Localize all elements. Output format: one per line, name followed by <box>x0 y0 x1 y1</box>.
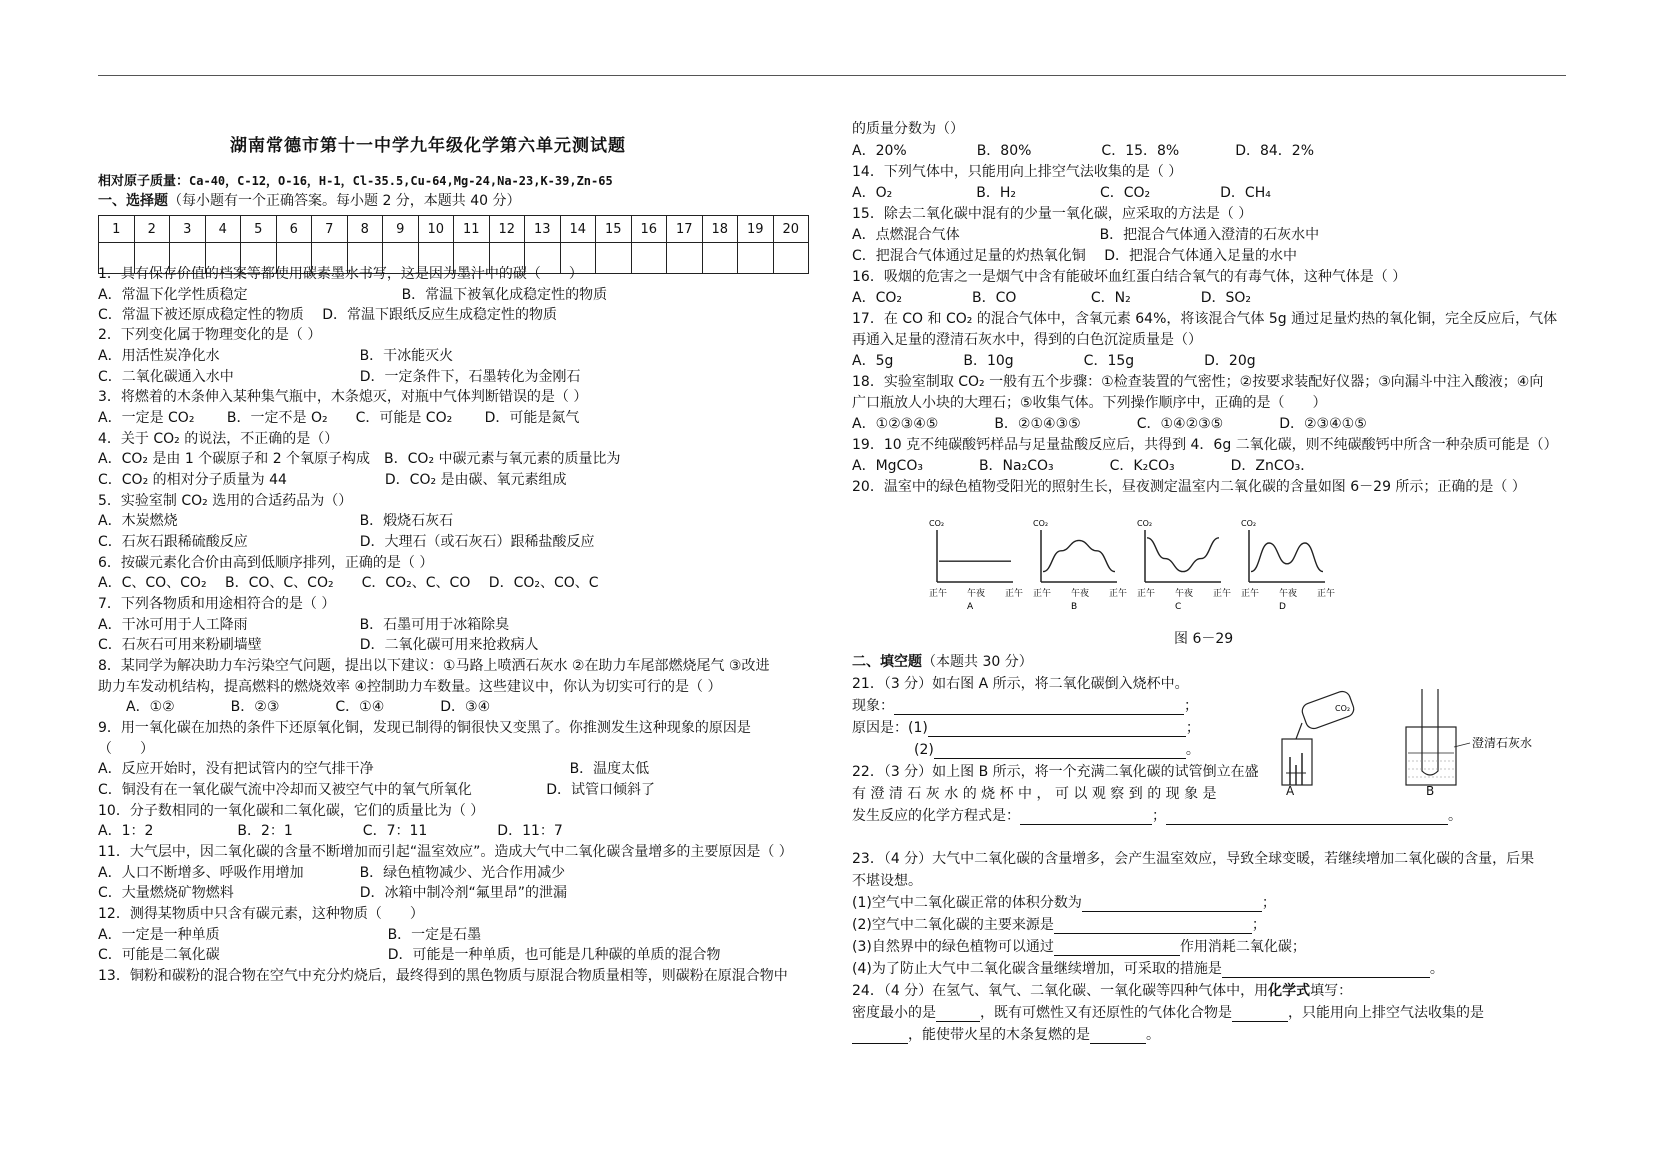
answer-table-number-cell: 11 <box>454 216 490 243</box>
question-line: A．①② B．②③ C．①④ D．③④ <box>98 699 491 715</box>
section1-heading <box>98 192 521 210</box>
question-line: A．MgCO₃ B．Na₂CO₃ C．K₂CO₃ D．ZnCO₃． <box>852 458 1315 474</box>
q23-line2: 不堪设想。 <box>852 873 922 889</box>
q23-2-text: (2)空气中二氧化碳的主要来源是 <box>852 917 1054 933</box>
header-rule <box>98 75 1566 76</box>
question-line: 10．分子数相同的一氧化碳和二氧化碳，它们的质量比为（ ） <box>98 803 485 819</box>
q24-end: 。 <box>1146 1027 1160 1043</box>
q22-end: 。 <box>1448 808 1462 824</box>
question-line: A．一定是一种单质 B．一定是石墨 <box>98 927 482 943</box>
question-line: 19．10 克不纯碳酸钙样品与足量盐酸反应后，共得到 4．6g 二氧化碳，则不纯碳酸钙中所含一种杂质可能是（） <box>852 437 1558 453</box>
chart-tick-label: 午夜 <box>1175 589 1194 599</box>
chart-series-line <box>1251 543 1323 572</box>
q22-blank1[interactable] <box>1020 810 1152 825</box>
question-line: A．O₂ B．H₂ C．CO₂ D．CH₄ <box>852 185 1271 201</box>
question-line: 6．按碳元素化合价由高到低顺序排列，正确的是（ ） <box>98 555 434 571</box>
q23-4-blank[interactable] <box>1222 963 1430 978</box>
question-line: C．大量燃烧矿物燃料 D．冰箱中制冷剂“氟里昂”的泄漏 <box>98 885 568 901</box>
answer-table-number-cell: 4 <box>205 216 241 243</box>
answer-table-answer-cell[interactable] <box>738 243 774 274</box>
answer-table-number-cell: 20 <box>773 216 809 243</box>
chart-tick-label: 正午 <box>1137 589 1156 599</box>
q23-1 <box>852 894 1276 912</box>
q21-phenomenon-blank[interactable] <box>894 700 1184 715</box>
section2-label: 二、填空题 <box>852 654 922 670</box>
q24-blank1[interactable] <box>936 1007 980 1022</box>
chart-panel-label: C <box>1175 602 1182 612</box>
section1-note: （每小题有一个正确答案。每小题 2 分，本题共 40 分） <box>168 193 521 209</box>
q21-phenomenon <box>852 697 1198 715</box>
chart-tick-label: 正午 <box>1109 589 1128 599</box>
chart-y-label: CO₂ <box>929 519 945 528</box>
question-line: 助力车发动机结构，提高燃料的燃烧效率 ④控制助力车数量。这些建议中，你认为切实可行的是（ ） <box>98 679 722 695</box>
chart-tick-label: 正午 <box>1241 589 1260 599</box>
q22-line1: 22．（3 分）如上图 B 所示，将一个充满二氧化碳的试管倒立在盛 <box>852 764 1259 780</box>
question-line: 20．温室中的绿色植物受阳光的照射生长，昼夜测定温室内二氧化碳的含量如图 6－29 所示；正确的是（ ） <box>852 479 1526 495</box>
q23-3 <box>852 938 1306 956</box>
atomic-mass-label: 相对原子质量： <box>98 174 190 189</box>
q22-blank2[interactable] <box>1166 810 1448 825</box>
chart-tick-label: 正午 <box>929 589 948 599</box>
question-line: A．木炭燃烧 B．煅烧石灰石 <box>98 513 454 529</box>
q24-blank3[interactable] <box>852 1029 908 1044</box>
q24-line3 <box>852 1026 1160 1044</box>
q21-reason1-end: ； <box>1185 720 1200 736</box>
q24-b3: ，只能用向上排空气法收集的是 <box>1288 1005 1484 1021</box>
q23-4 <box>852 960 1444 978</box>
question-line: A．人口不断增多、呼吸作用增加 B．绿色植物减少、光合作用减少 <box>98 865 566 881</box>
answer-table-number-cell: 12 <box>489 216 525 243</box>
answer-table-number-cell: 19 <box>738 216 774 243</box>
answer-table-number-cell: 2 <box>134 216 170 243</box>
question-line: A．用活性炭净化水 B．干冰能灭火 <box>98 348 454 364</box>
figure-a-co2-label: CO₂ <box>1335 704 1351 713</box>
q24-pre: 24．（4 分）在氢气、氧气、二氧化碳、一氧化碳等四种气体中，用 <box>852 983 1269 999</box>
chart-tick-label: 正午 <box>1317 589 1336 599</box>
answer-table-answer-cell[interactable] <box>702 243 738 274</box>
question-line: 4．关于 CO₂ 的说法，不正确的是（） <box>98 431 339 447</box>
question-line: 广口瓶放人小块的大理石；⑤收集气体。下列操作顺序中，正确的是（ ） <box>852 395 1327 411</box>
question-line: 16．吸烟的危害之一是烟气中含有能破坏血红蛋白结合氧气的有毒气体，这种气体是（ ） <box>852 269 1407 285</box>
question-line: 7．下列各物质和用途相符合的是（ ） <box>98 596 336 612</box>
q24-c: ，能使带火星的木条复燃的是 <box>908 1027 1090 1043</box>
chart-tick-label: 正午 <box>1033 589 1052 599</box>
answer-table-number-cell: 18 <box>702 216 738 243</box>
q22-sep: ； <box>1152 808 1166 824</box>
question-line: 8．某同学为解决助力车污染空气问题，提出以下建议：①马路上喷洒石灰水 ②在助力车尾部燃烧尾气 ③改进 <box>98 658 770 674</box>
question-line: 15．除去二氧化碳中混有的少量一氧化碳，应采取的方法是（ ） <box>852 206 1253 222</box>
question-line: 12．测得某物质中只含有碳元素，这种物质（ ） <box>98 906 424 922</box>
q23-1-blank[interactable] <box>1082 897 1262 912</box>
question-line: C．可能是二氧化碳 D．可能是一种单质，也可能是几种碳的单质的混合物 <box>98 947 721 963</box>
question-line: A．①②③④⑤ B．②①④③⑤ C．①④②③⑤ D．②③④①⑤ <box>852 416 1367 432</box>
q21-reason1-label: 原因是：(1) <box>852 720 928 736</box>
question-line: C．石灰石可用来粉刷墙壁 D．二氧化碳可用来抢救病人 <box>98 637 539 653</box>
q22-equation-label: 发生反应的化学方程式是： <box>852 808 1020 824</box>
answer-table-number-cell: 9 <box>383 216 419 243</box>
answer-table-answer-cell[interactable] <box>631 243 667 274</box>
chart-y-label: CO₂ <box>1033 519 1049 528</box>
question-line: A．反应开始时，没有把试管内的空气排干净 B．温度太低 <box>98 761 650 777</box>
q24-bold: 化学式 <box>1268 983 1311 999</box>
q24-b2: ，既有可燃性又有还原性的气体化合物是 <box>980 1005 1232 1021</box>
answer-table-number-cell: 6 <box>276 216 312 243</box>
q23-3-text: (3)自然界中的绿色植物可以通过 <box>852 939 1054 955</box>
chart-tick-label: 午夜 <box>1279 589 1298 599</box>
q24-blank2[interactable] <box>1232 1007 1288 1022</box>
q23-2 <box>852 916 1266 934</box>
section2-heading <box>852 653 1033 671</box>
q23-1-end: ； <box>1261 895 1276 911</box>
question-line: C．铜没有在一氧化碳气流中冷却而又被空气中的氧气所氧化 D．试管口倾斜了 <box>98 782 656 798</box>
q23-4-end: 。 <box>1429 961 1444 977</box>
q21-reason2-label: (2) <box>914 742 934 758</box>
q24-b1: 密度最小的是 <box>852 1005 936 1021</box>
chart-panel-label: D <box>1279 602 1286 612</box>
q21-phenomenon-label: 现象： <box>852 698 894 714</box>
answer-table-number-cell: 15 <box>596 216 632 243</box>
figure-caption: 图 6－29 <box>1174 631 1234 647</box>
atomic-mass-line <box>98 172 613 191</box>
page-title: 湖南常德市第十一中学九年级化学第六单元测试题 <box>230 136 626 156</box>
question-line: A．干冰可用于人工降雨 B．石墨可用于冰箱除臭 <box>98 617 510 633</box>
question-line: C．石灰石跟稀硫酸反应 D．大理石（或石灰石）跟稀盐酸反应 <box>98 534 595 550</box>
q23-line1: 23．（4 分）大气中二氧化碳的含量增多，会产生温室效应，导致全球变暖，若继续增加二氧化碳的含量，后果 <box>852 851 1535 867</box>
question-line: 5．实验室制 CO₂ 选用的合适药品为（） <box>98 493 353 509</box>
question-line: 再通入足量的澄清石灰水中，得到的白色沉淀质量是（） <box>852 332 1202 348</box>
question-line: A．CO₂ 是由 1 个碳原子和 2 个氧原子构成 B．CO₂ 中碳元素与氧元素的质量比为 <box>98 451 621 467</box>
q22-line3 <box>852 807 1462 825</box>
question-line: 11．大气层中，因二氧化碳的含量不断增加而引起“温室效应”。造成大气中二氧化碳含量增多的主要原因是（ ） <box>98 844 793 860</box>
chart-panel-label: A <box>967 602 974 612</box>
q24-post: 填写： <box>1310 983 1353 999</box>
answer-table-number-cell: 5 <box>241 216 277 243</box>
chart-tick-label: 午夜 <box>967 589 986 599</box>
question-line: C．二氧化碳通入水中 D．一定条件下，石墨转化为金刚石 <box>98 369 581 385</box>
figure-6-29-charts <box>927 518 1347 628</box>
q21-reason2 <box>914 741 1200 759</box>
q21-reason1 <box>852 719 1200 737</box>
answer-table-number-cell: 3 <box>170 216 206 243</box>
q21-reason2-blank[interactable] <box>934 744 1186 759</box>
question-line: 17．在 CO 和 CO₂ 的混合气体中，含氧元素 64%，将该混合气体 5g 通过足量灼热的氧化铜，完全反应后，气体 <box>852 311 1558 327</box>
q21-phenomenon-end: ； <box>1184 698 1198 714</box>
answer-table-number-cell: 7 <box>312 216 348 243</box>
chart-y-label: CO₂ <box>1241 519 1257 528</box>
q24-line2 <box>852 1004 1484 1022</box>
question-line: A．一定是 CO₂ B．一定不是 O₂ C．可能是 CO₂ D．可能是氮气 <box>98 410 580 426</box>
chart-y-label: CO₂ <box>1137 519 1153 528</box>
answer-table-number-cell: 10 <box>418 216 454 243</box>
question-line: 2．下列变化属于物理变化的是（ ） <box>98 327 322 343</box>
figure-a-label: A <box>1286 784 1295 798</box>
chart-panel-label: B <box>1071 602 1078 612</box>
atomic-mass-values: Ca-40，C-12，O-16，H-1，Cl-35.5,Cu-64,Mg-24,Na-23,K-39,Zn-65 <box>189 174 613 188</box>
answer-table-answer-cell[interactable] <box>667 243 703 274</box>
question-line: C．常温下被还原成稳定性的物质 D．常温下跟纸反应生成稳定性的物质 <box>98 307 558 323</box>
question-line: A．常温下化学性质稳定 B．常温下被氧化成稳定性的物质 <box>98 287 608 303</box>
chart-tick-label: 正午 <box>1005 589 1024 599</box>
q21-text: 21．（3 分）如右图 A 所示，将二氧化碳倒入烧杯中。 <box>852 676 1189 692</box>
question-line: 14．下列气体中，只能用向上排空气法收集的是（ ） <box>852 164 1183 180</box>
answer-table-answer-cell[interactable] <box>596 243 632 274</box>
q23-1-text: (1)空气中二氧化碳正常的体积分数为 <box>852 895 1082 911</box>
question-line: A．20% B．80% C．15．8% D．84．2% <box>852 143 1315 159</box>
question-line: A．1：2 B．2：1 C．7：11 D．11：7 <box>98 823 563 839</box>
question-line: 13．铜粉和碳粉的混合物在空气中充分灼烧后，最终得到的黑色物质与原混合物质量相等，则碳粉在原混合物中 <box>98 968 788 984</box>
q23-2-end: ； <box>1251 917 1266 933</box>
q22-line2: 有 澄 清 石 灰 水 的 烧 杯 中 ， 可 以 观 察 到 的 现 象 是 <box>852 786 1217 802</box>
question-line: （ ） <box>98 741 154 757</box>
figure-b-limewater-label: 澄清石灰水 <box>1472 736 1533 750</box>
answer-table-answer-cell[interactable] <box>773 243 809 274</box>
section2-note: （本题共 30 分） <box>922 654 1033 670</box>
question-line: 9．用一氧化碳在加热的条件下还原氧化铜，发现已制得的铜很快又变黑了。你推测发生这种现象的原因是 <box>98 720 751 736</box>
answer-table-header-row <box>99 216 809 243</box>
question-line: 1．具有保存价值的档案等都使用碳素墨水书写，这是因为墨汁中的碳（ ） <box>98 266 583 282</box>
question-line: C．把混合气体通过足量的灼热氧化铜 D．把混合气体通入足量的水中 <box>852 248 1298 264</box>
figure-b-label: B <box>1426 784 1435 798</box>
question-line: 的质量分数为（） <box>852 121 964 137</box>
figure-ab <box>1280 683 1570 793</box>
question-line: A．C、CO、CO₂ B．CO、C、CO₂ C．CO₂、C、CO D．CO₂、CO、C <box>98 575 599 591</box>
q24-line1 <box>852 982 1352 1000</box>
answer-table-number-cell: 14 <box>560 216 596 243</box>
q21-reason1-blank[interactable] <box>928 722 1186 737</box>
answer-table-number-cell: 17 <box>667 216 703 243</box>
q23-2-blank[interactable] <box>1054 919 1252 934</box>
question-line: 18．实验室制取 CO₂ 一般有五个步骤：①检查装置的气密性；②按要求装配好仪器；③向漏斗中注入酸液；④向 <box>852 374 1544 390</box>
chart-tick-label: 正午 <box>1213 589 1232 599</box>
chart-tick-label: 午夜 <box>1071 589 1090 599</box>
question-line: C．CO₂ 的相对分子质量为 44 D．CO₂ 是由碳、氧元素组成 <box>98 472 567 488</box>
answer-table-number-cell: 16 <box>631 216 667 243</box>
figure-b-drawing <box>1406 689 1470 785</box>
answer-table-number-cell: 13 <box>525 216 561 243</box>
chart-series-line <box>1147 538 1219 572</box>
section1-label: 一、选择题 <box>98 193 168 209</box>
q23-3-end: 作用消耗二氧化碳； <box>1179 939 1306 955</box>
q21-reason2-end: 。 <box>1185 742 1200 758</box>
question-line: A．5g B．10g C．15g D．20g <box>852 353 1256 369</box>
question-line: 3．将燃着的木条伸入某种集气瓶中，木条熄灭，对瓶中气体判断错误的是（ ） <box>98 389 588 405</box>
q23-3-blank[interactable] <box>1054 941 1180 956</box>
chart-series-line <box>1043 540 1115 571</box>
question-line: A．CO₂ B．CO C．N₂ D．SO₂ <box>852 290 1251 306</box>
answer-table-number-cell: 1 <box>99 216 135 243</box>
q23-4-text: (4)为了防止大气中二氧化碳含量继续增加，可采取的措施是 <box>852 961 1222 977</box>
question-line: A．点燃混合气体 B．把混合气体通入澄清的石灰水中 <box>852 227 1320 243</box>
q24-blank4[interactable] <box>1090 1029 1146 1044</box>
answer-table-number-cell: 8 <box>347 216 383 243</box>
